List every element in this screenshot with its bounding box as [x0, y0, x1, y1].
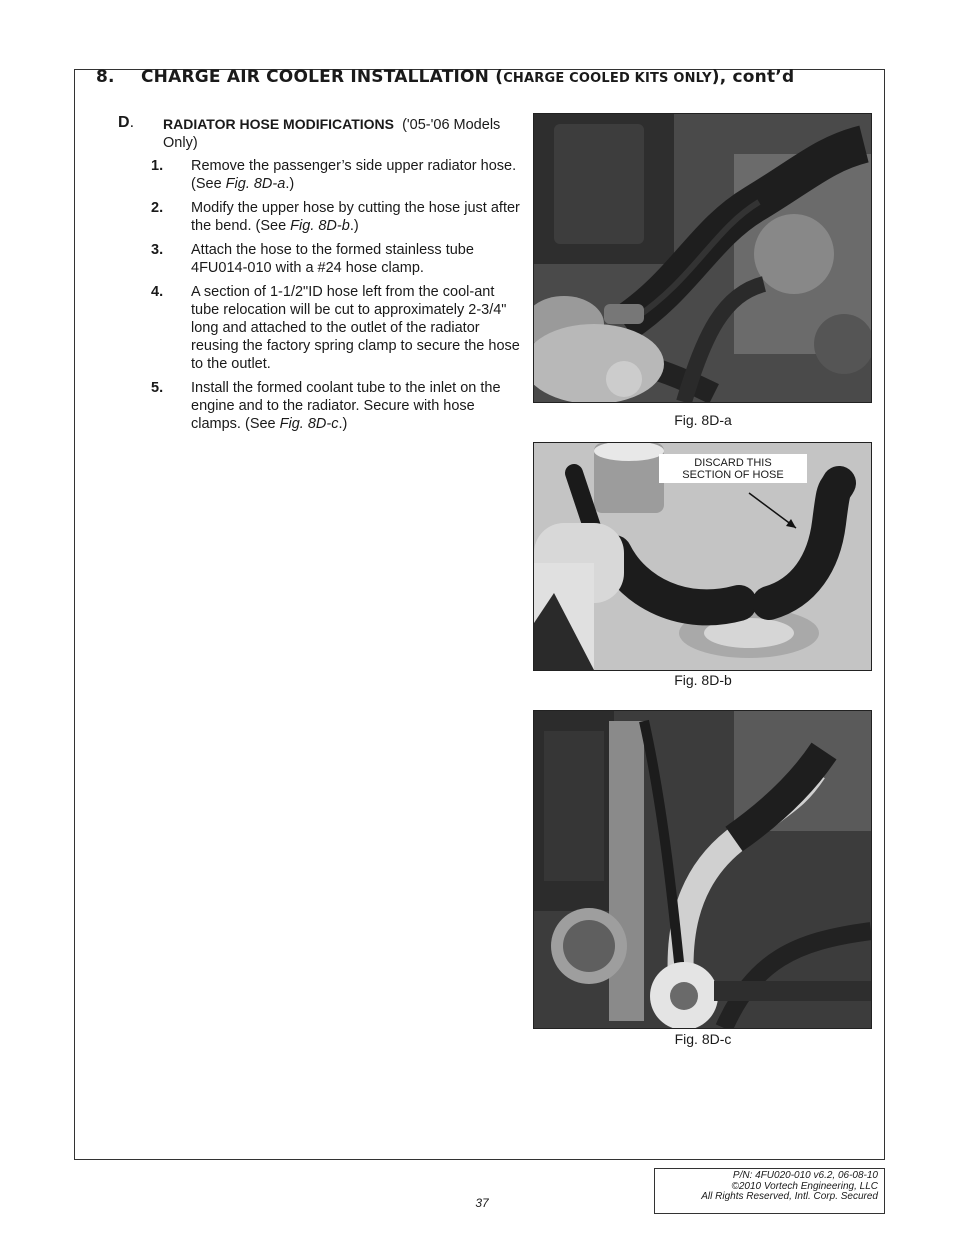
footer-box	[654, 1168, 885, 1214]
step-list	[151, 157, 521, 439]
section-heading	[96, 67, 794, 87]
figure-caption: Fig. 8D-a	[674, 412, 732, 428]
part-number: P/N: 4FU020-010 v6.2, 06-08-10	[732, 1170, 878, 1181]
installed-tube-photo-icon	[533, 710, 872, 1029]
figure-caption: Fig. 8D-b	[674, 672, 732, 688]
section-suffix: ), cont’d	[711, 67, 795, 87]
step-item: 1. Remove the passenger’s side upper radiator hose. (See Fig. 8D-a.)	[151, 158, 517, 192]
subsection-letter: D.	[118, 114, 135, 131]
figure-reference: Fig. 8D-a	[225, 176, 286, 192]
section-paren-open: (	[489, 67, 504, 87]
discard-callout: DISCARD THIS SECTION OF HOSE	[659, 454, 807, 483]
section-qualifier: CHARGE COOLED KITS ONLY	[503, 71, 712, 86]
step-item: 3. Attach the hose to the formed stainless tube 4FU014-010 with a #24 hose clamp.	[151, 242, 474, 276]
step-item: 5. Install the formed coolant tube to the inlet on the engine and to the radiator. Secure with hose clamps. (See Fig. 8D-c.)	[151, 380, 501, 432]
subsection-title	[163, 115, 503, 152]
figure-reference: Fig. 8D-b	[290, 218, 350, 234]
figure-caption: Fig. 8D-c	[674, 1031, 732, 1047]
rights-notice: All Rights Reserved, Intl. Corp. Secured	[701, 1191, 878, 1202]
copyright: ©2010 Vortech Engineering, LLC	[731, 1180, 878, 1192]
section-title: CHARGE AIR COOLER INSTALLATION	[141, 67, 490, 87]
section-number: 8.	[96, 67, 115, 87]
page-number: 37	[475, 1196, 489, 1210]
subsection-note: ('05-'06 Models Only)	[163, 117, 501, 151]
subsection-title-text: RADIATOR HOSE MODIFICATIONS	[163, 116, 394, 132]
engine-bay-photo-icon	[533, 113, 872, 403]
step-item: 2. Modify the upper hose by cutting the hose just after the bend. (See Fig. 8D-b.)	[151, 200, 520, 234]
figure-reference: Fig. 8D-c	[279, 416, 339, 432]
step-item: 4. A section of 1-1/2"ID hose left from the cool-ant tube relocation will be cut to approximately 2-3/4" long and attached to the outlet of the radiator reusing the factory spring clamp to secure the hose to the outlet.	[151, 284, 520, 372]
